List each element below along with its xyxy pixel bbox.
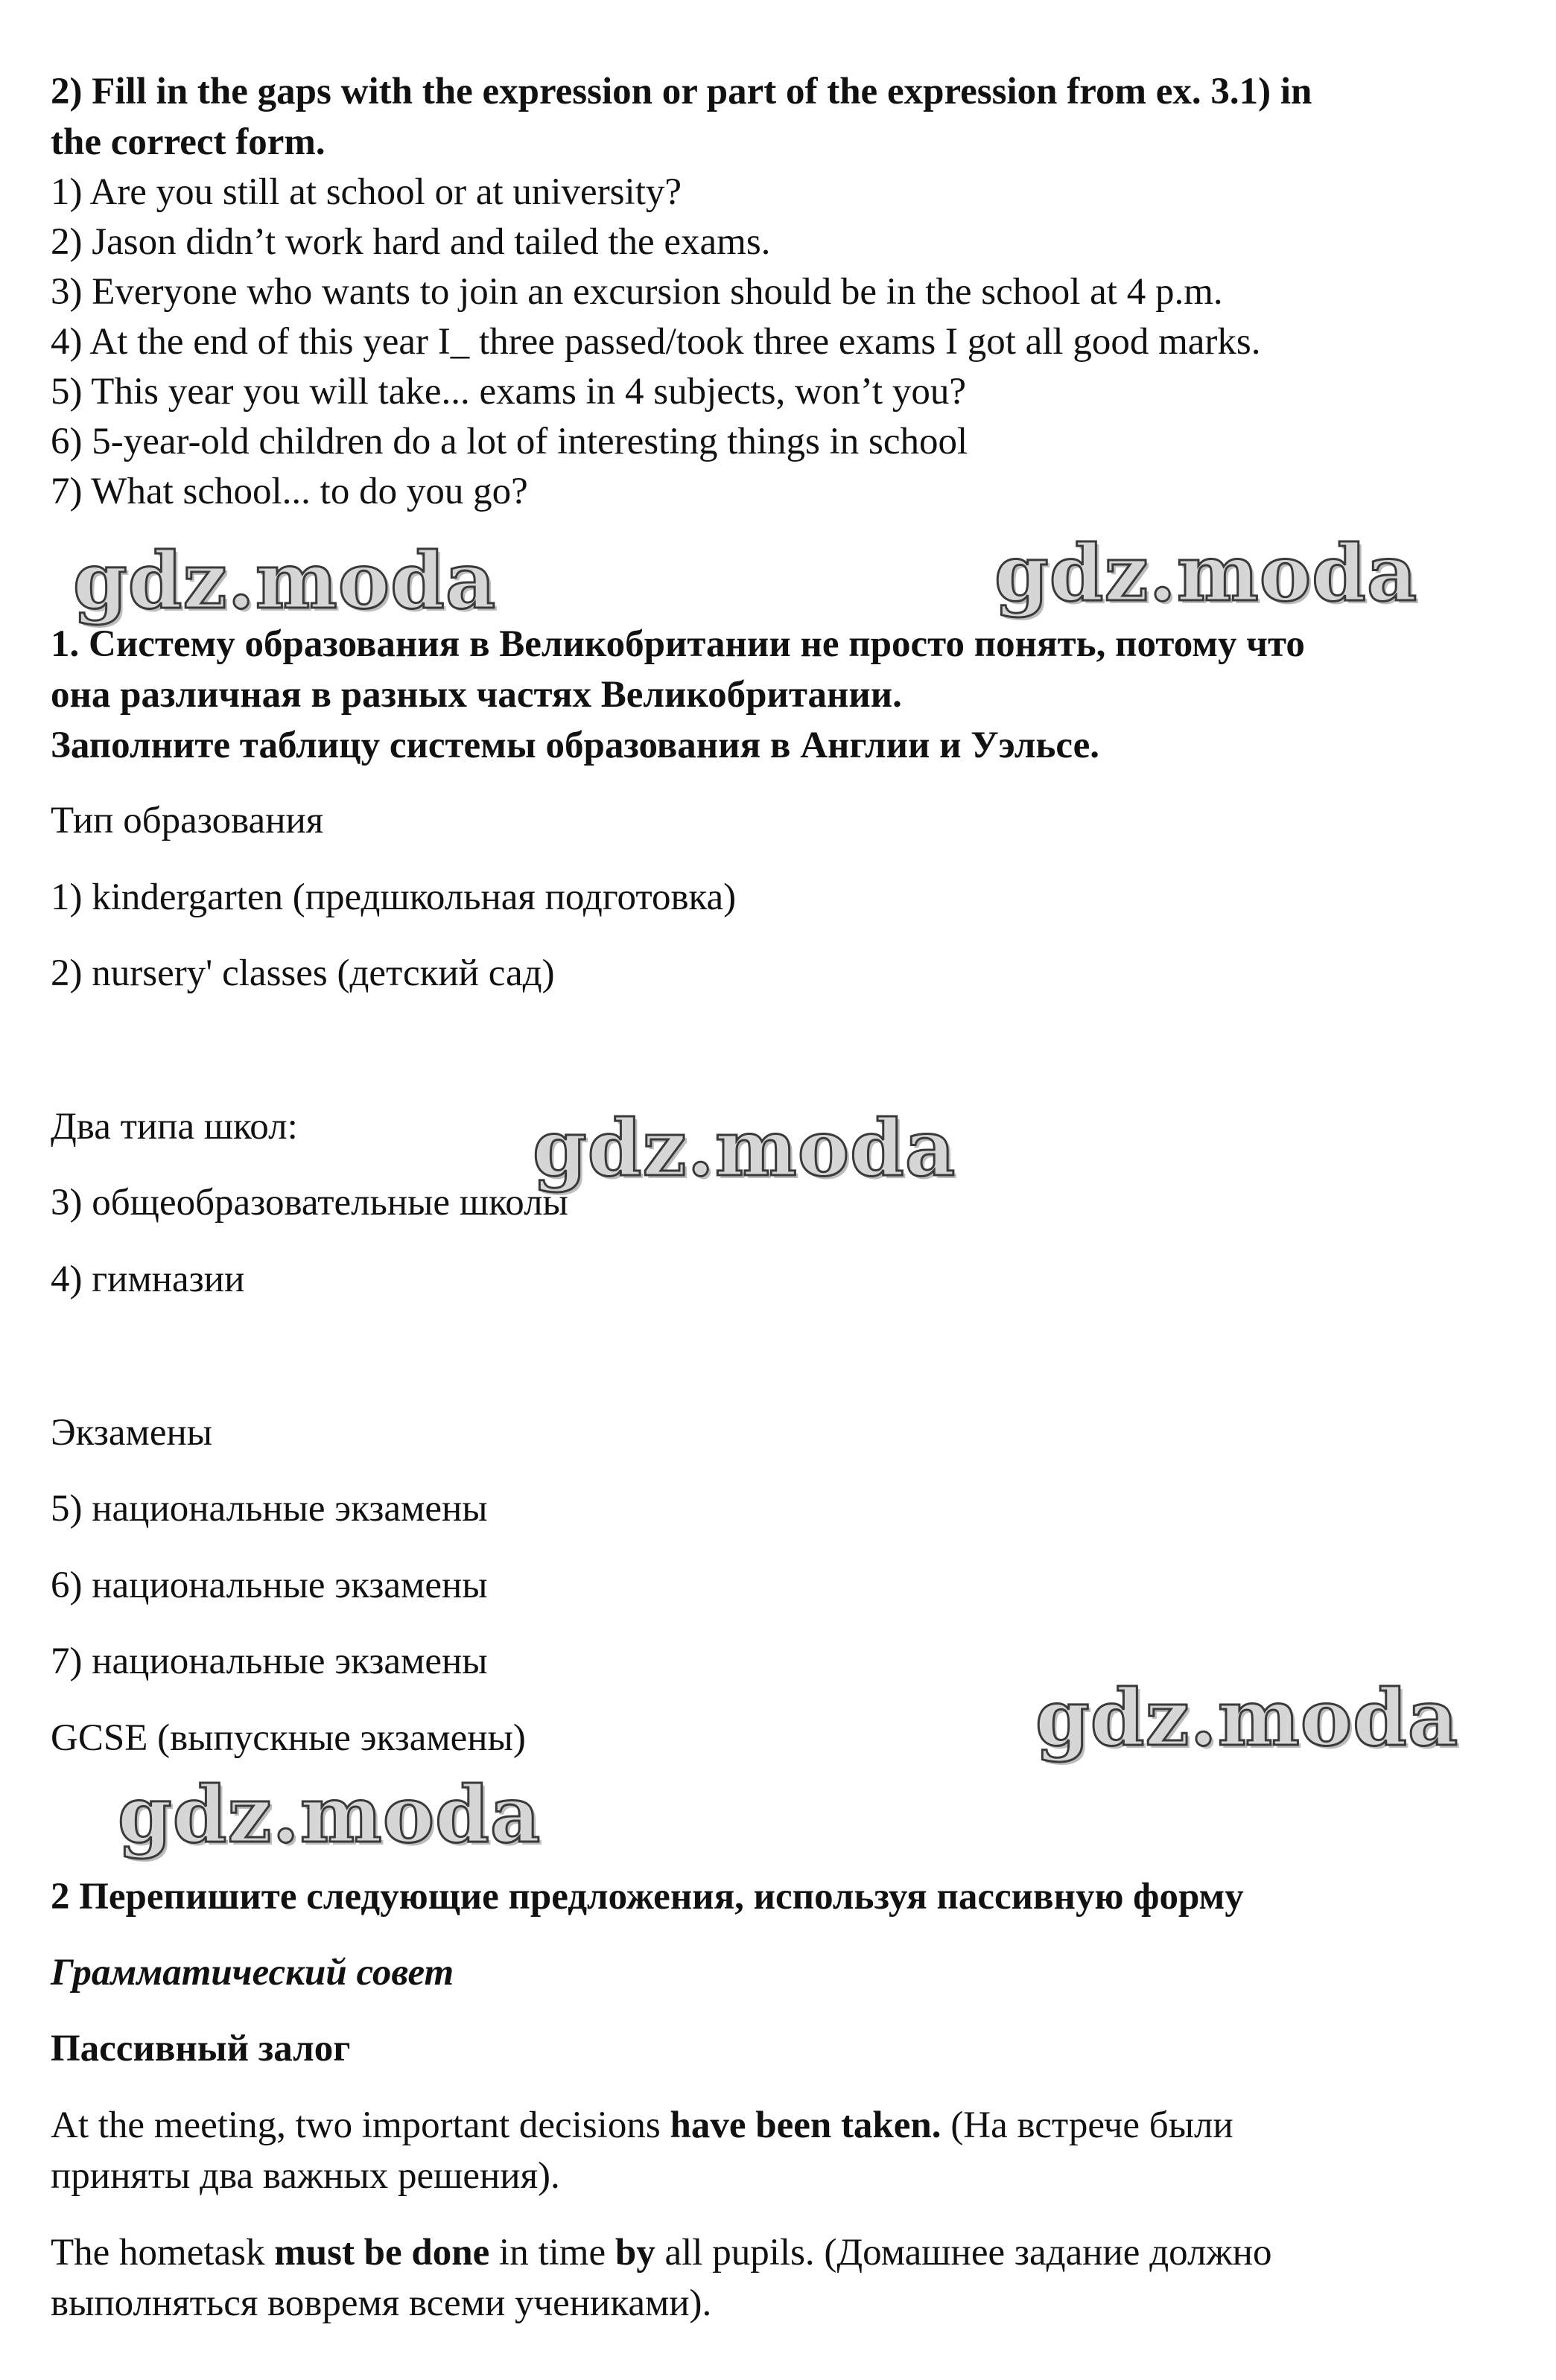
exercise-heading: 2) Fill in the gaps with the expression or part of the expression from ex. 3.1) in xyxy=(51,71,1312,112)
exercise-item: 5) This year you will take... exams in 4 subjects, won’t you? xyxy=(51,371,966,413)
task-heading: 1. Систему образования в Великобритании не просто понять, потому что xyxy=(51,623,1305,665)
exercise-item: 1) Are you still at school or at university? xyxy=(51,171,682,213)
exercise-item: 2) Jason didn’t work hard and tailed the exams. xyxy=(51,221,771,263)
subheading: Пассивный залог xyxy=(51,2028,351,2069)
watermark: gdz.moda xyxy=(994,527,1418,619)
exercise-item: 3) Everyone who wants to join an excursion should be in the school at 4 p.m. xyxy=(51,271,1223,313)
section-label: Тип образования xyxy=(51,800,324,841)
section-label: Два типа школ: xyxy=(51,1106,298,1148)
example-sentence-cont: приняты два важных решения). xyxy=(51,2155,560,2197)
list-item: 1) kindergarten (предшкольная подготовка) xyxy=(51,876,737,918)
task-heading-cont: Заполните таблицу системы образования в Англии и Уэльсе. xyxy=(51,725,1100,766)
example-sentence-cont: выполняться вовремя всеми учениками). xyxy=(51,2282,712,2324)
list-item: GCSE (выпускные экзамены) xyxy=(51,1717,526,1759)
grammar-tip: Грамматический совет xyxy=(51,1952,454,1994)
watermark: gdz.moda xyxy=(73,535,497,626)
task-heading-cont: она различная в разных частях Великобритании. xyxy=(51,674,902,716)
exercise-item: 4) At the end of this year I_ three passed/took three exams I got all good marks. xyxy=(51,321,1261,363)
watermark: gdz.moda xyxy=(118,1769,542,1860)
watermark: gdz.moda xyxy=(1035,1672,1459,1763)
exercise-heading-cont: the correct form. xyxy=(51,121,326,163)
list-item: 4) гимназии xyxy=(51,1259,245,1300)
list-item: 5) национальные экзамены xyxy=(51,1488,488,1530)
watermark: gdz.moda xyxy=(533,1102,956,1194)
list-item: 2) nursery' classes (детский сад) xyxy=(51,952,555,994)
exercise-item: 6) 5-year-old children do a lot of interesting things in school xyxy=(51,421,968,462)
section-label: Экзамены xyxy=(51,1412,213,1454)
example-sentence: The hometask must be done in time by all pupils. (Домашнее задание должно xyxy=(51,2232,1272,2274)
list-item: 3) общеобразовательные школы xyxy=(51,1182,568,1224)
list-item: 6) национальные экзамены xyxy=(51,1565,488,1606)
example-sentence: At the meeting, two important decisions have been taken. (На встрече были xyxy=(51,2104,1233,2146)
list-item: 7) национальные экзамены xyxy=(51,1641,488,1682)
exercise-item: 7) What school... to do you go? xyxy=(51,471,528,512)
task-heading: 2 Перепишите следующие предложения, используя пассивную форму xyxy=(51,1876,1244,1918)
